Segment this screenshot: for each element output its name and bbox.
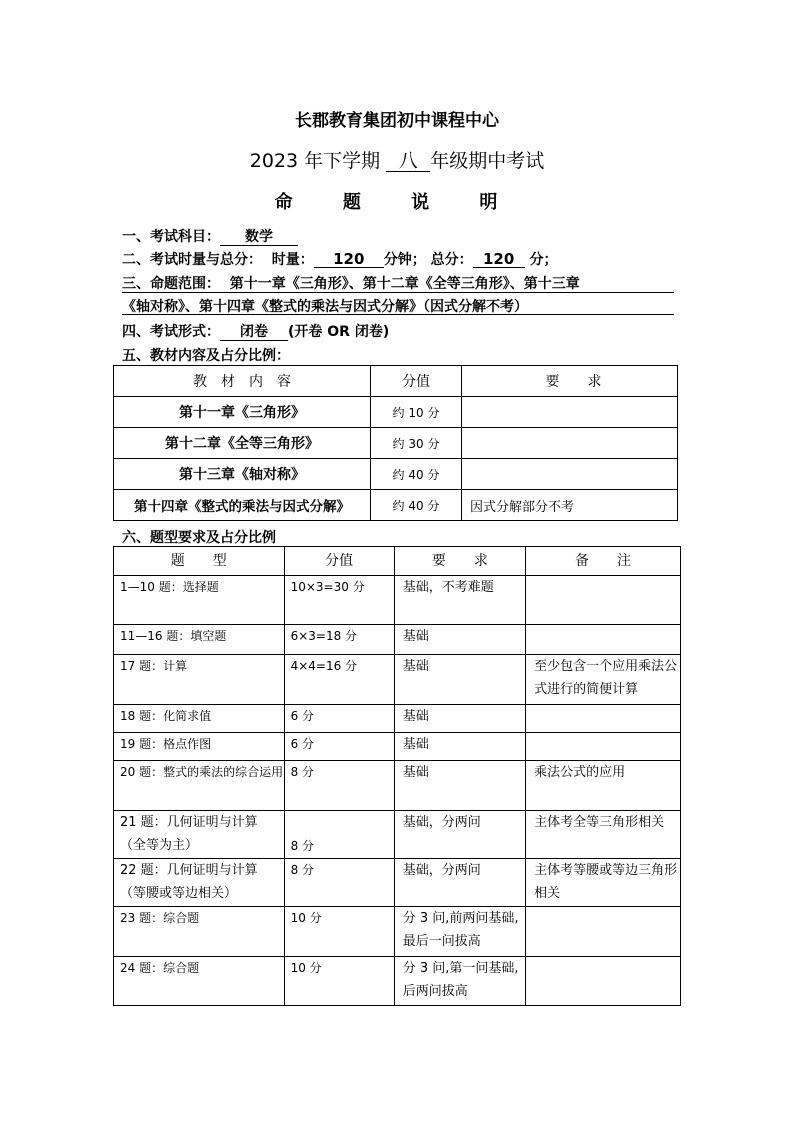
chapter-cell: 第十四章《整式的乘法与因式分解》: [114, 490, 371, 521]
form-line: [122, 321, 389, 341]
note-cell: 乘法公式的应用: [526, 761, 681, 811]
type-cell: 20 题：整式的乘法的综合运用: [114, 761, 285, 811]
time-prefix: 时量：: [271, 252, 314, 268]
doc-title: 命 题 说 明: [274, 192, 520, 213]
table-row: [114, 733, 681, 761]
header-cell: 要 求: [394, 547, 525, 576]
form-value: 闭卷: [220, 324, 288, 341]
header-cell: 要 求: [462, 366, 678, 397]
table-row: [114, 859, 681, 907]
question-table: [113, 546, 681, 1006]
range-line-2: [122, 296, 528, 316]
time-line: [122, 249, 558, 269]
question-table-header: [114, 547, 681, 576]
subject-line: [122, 226, 298, 246]
range-text-2: 《轴对称》、第十四章《整式的乘法与因式分解》（因式分解不考）: [122, 299, 528, 315]
score-cell: 约 30 分: [371, 428, 462, 459]
note-cell: [526, 705, 681, 733]
range-text-1: 第十一章《三角形》、第十二章《全等三角形》、第十三章: [229, 276, 580, 292]
content-section-label: 五、教材内容及占分比例：: [122, 348, 290, 364]
score-cell: 约 40 分: [371, 490, 462, 521]
requirement-cell: 分 3 问,前两问基础,最后一问拔高: [394, 907, 525, 957]
score-cell: 8 分: [284, 811, 394, 859]
table-row: [114, 655, 681, 705]
chapter-cell: 第十三章《轴对称》: [114, 459, 371, 490]
table-row: [114, 811, 681, 859]
requirement-cell: 基础: [394, 733, 525, 761]
requirement-cell: 因式分解部分不考: [462, 490, 678, 521]
header-cell: 分值: [284, 547, 394, 576]
table-row: [114, 459, 678, 490]
note-cell: 主体考等腰或等边三角形相关: [526, 859, 681, 907]
requirement-cell: [462, 428, 678, 459]
header-cell: 分值: [371, 366, 462, 397]
score-cell: 10×3=30 分: [284, 576, 394, 625]
score-cell: 约 10 分: [371, 397, 462, 428]
requirement-cell: [462, 397, 678, 428]
table-row: [114, 625, 681, 655]
exam-prefix: 2023 年下学期: [249, 150, 387, 172]
subject-label: 一、考试科目：: [122, 229, 220, 245]
type-cell: 22 题：几何证明与计算（等腰或等边相关）: [114, 859, 285, 907]
score-cell: 8 分: [284, 859, 394, 907]
note-cell: [526, 625, 681, 655]
table-row: [114, 490, 678, 521]
form-label: 四、考试形式：: [122, 324, 220, 340]
score-cell: 6 分: [284, 733, 394, 761]
type-cell: 19 题：格点作图: [114, 733, 285, 761]
form-note: (开卷 OR 闭卷): [288, 324, 390, 340]
score-cell: 10 分: [284, 907, 394, 957]
chapter-cell: 第十一章《三角形》: [114, 397, 371, 428]
note-cell: [526, 733, 681, 761]
time-value: 120: [314, 251, 384, 268]
requirement-cell: 基础，分两问: [394, 859, 525, 907]
score-cell: 4×4=16 分: [284, 655, 394, 705]
requirement-cell: 基础: [394, 655, 525, 705]
range-line-1: [122, 273, 580, 293]
table-row: [114, 705, 681, 733]
range-underline-2: [122, 314, 674, 315]
score-cell: 约 40 分: [371, 459, 462, 490]
header-cell: 教 材 内 容: [114, 366, 371, 397]
requirement-cell: 基础: [394, 761, 525, 811]
score-cell: 10 分: [284, 957, 394, 1006]
content-table-header: [114, 366, 678, 397]
exam-suffix: 年级期中考试: [430, 150, 545, 172]
score-prefix: 总分：: [430, 252, 473, 268]
note-cell: [526, 576, 681, 625]
note-cell: 至少包含一个应用乘法公式进行的简便计算: [526, 655, 681, 705]
score-cell: 6×3=18 分: [284, 625, 394, 655]
score-cell: 8 分: [284, 761, 394, 811]
requirement-cell: [462, 459, 678, 490]
score-unit: 分；: [529, 252, 558, 268]
header-cell: 题 型: [114, 547, 285, 576]
requirement-cell: 基础，分两问: [394, 811, 525, 859]
table-row: [114, 957, 681, 1006]
score-cell: 6 分: [284, 705, 394, 733]
time-label: 二、考试时量与总分：: [122, 252, 262, 268]
note-cell: 主体考全等三角形相关: [526, 811, 681, 859]
requirement-cell: 分 3 问,第一问基础,后两问拔高: [394, 957, 525, 1006]
type-cell: 23 题：综合题: [114, 907, 285, 957]
note-cell: [526, 957, 681, 1006]
subject-value: 数学: [220, 229, 298, 246]
type-cell: 18 题：化简求值: [114, 705, 285, 733]
question-section-label: 六、题型要求及占分比例: [122, 530, 276, 546]
type-cell: 24 题：综合题: [114, 957, 285, 1006]
type-cell: 11—16 题：填空题: [114, 625, 285, 655]
content-table: [113, 365, 678, 521]
chapter-cell: 第十二章《全等三角形》: [114, 428, 371, 459]
table-row: [114, 397, 678, 428]
score-value: 120: [473, 251, 525, 268]
requirement-cell: 基础: [394, 705, 525, 733]
type-cell: 21 题：几何证明与计算（全等为主）: [114, 811, 285, 859]
table-row: [114, 907, 681, 957]
table-row: [114, 428, 678, 459]
requirement-cell: 基础: [394, 625, 525, 655]
exam-title: [0, 146, 794, 173]
type-cell: 17 题：计算: [114, 655, 285, 705]
time-unit: 分钟；: [383, 252, 426, 268]
note-cell: [526, 907, 681, 957]
range-underline-1: [122, 292, 674, 293]
header-cell: 备 注: [526, 547, 681, 576]
org-title: 长郡教育集团初中课程中心: [295, 111, 499, 131]
requirement-cell: 基础，不考难题: [394, 576, 525, 625]
type-cell: 1—10 题：选择题: [114, 576, 285, 625]
table-row: [114, 576, 681, 625]
grade-value: 八: [386, 151, 430, 172]
table-row: [114, 761, 681, 811]
range-label: 三、命题范围：: [122, 276, 220, 292]
